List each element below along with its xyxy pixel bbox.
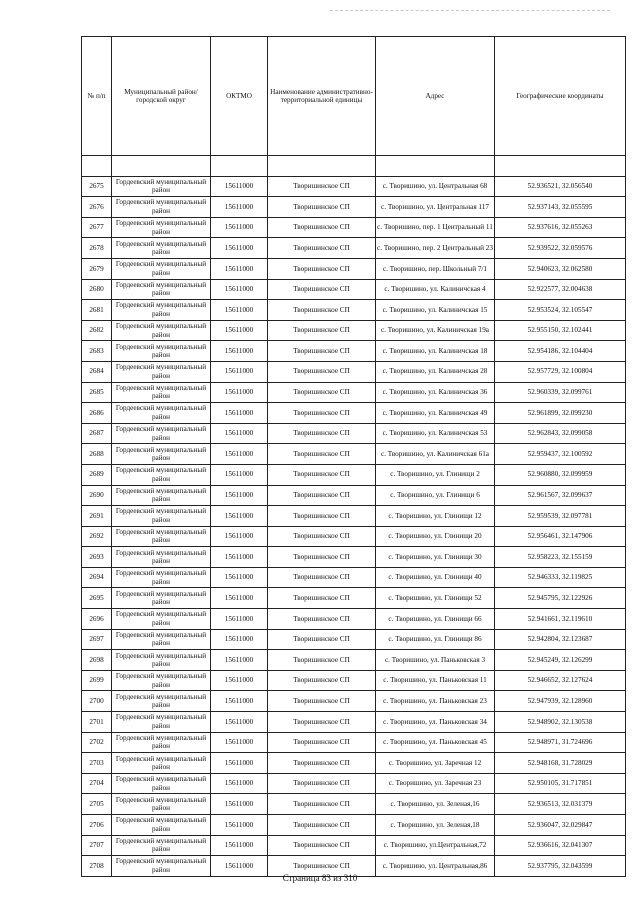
district-cell: Гордеевский муниципальный район: [112, 609, 211, 630]
coordinates-cell: 52.954186, 32.104404: [495, 341, 626, 362]
coordinates-cell: 52.945249, 32.126299: [495, 650, 626, 671]
district-cell: Гордеевский муниципальный район: [112, 217, 211, 238]
unit-cell: Творишинское СП: [268, 691, 376, 712]
district-cell: Гордеевский муниципальный район: [112, 691, 211, 712]
coordinates-cell: 52.961899, 32.099230: [495, 403, 626, 424]
table-row: [82, 485, 626, 506]
address-cell: с. Творишино, ул. Глинищи 52: [376, 588, 495, 609]
table-row: [82, 629, 626, 650]
table-row: [82, 547, 626, 568]
district-cell: Гордеевский муниципальный район: [112, 464, 211, 485]
address-cell: с. Творишино, ул. Глинищи 66: [376, 609, 495, 630]
address-cell: с. Творишино, ул. Калиничская 28: [376, 361, 495, 382]
row-number: 2676: [82, 197, 112, 218]
unit-cell: Творишинское СП: [268, 485, 376, 506]
oktmo-cell: 15611000: [211, 712, 268, 733]
header-num: № п/п: [82, 37, 112, 156]
address-cell: с. Творишино, ул. Калиничская 19а: [376, 320, 495, 341]
row-number: 2707: [82, 835, 112, 856]
unit-cell: Творишинское СП: [268, 423, 376, 444]
table-row: [82, 217, 626, 238]
address-cell: с. Творишино, ул. Заречная 23: [376, 773, 495, 794]
coordinates-cell: 52.936513, 32.031379: [495, 794, 626, 815]
unit-cell: Творишинское СП: [268, 629, 376, 650]
address-cell: с. Творишино, ул. Глинищи 12: [376, 506, 495, 527]
district-cell: Гордеевский муниципальный район: [112, 650, 211, 671]
coordinates-cell: 52.955150, 32.102441: [495, 320, 626, 341]
unit-cell: Творишинское СП: [268, 794, 376, 815]
address-cell: с. Творишино, ул. Калиничская 61а: [376, 444, 495, 465]
district-cell: Гордеевский муниципальный район: [112, 238, 211, 259]
header-gap-row: [82, 156, 626, 177]
table-row: [82, 794, 626, 815]
table-row: [82, 773, 626, 794]
row-number: 2690: [82, 485, 112, 506]
coordinates-cell: 52.960339, 32.099761: [495, 382, 626, 403]
coordinates-cell: 52.945795, 32.122926: [495, 588, 626, 609]
header-oktmo: ОКТМО: [211, 37, 268, 156]
oktmo-cell: 15611000: [211, 670, 268, 691]
coordinates-cell: 52.936616, 32.041307: [495, 835, 626, 856]
address-cell: с. Творишино, ул. Паньковская 23: [376, 691, 495, 712]
coordinates-cell: 52.958223, 32.155159: [495, 547, 626, 568]
coordinates-cell: 52.936521, 32.056540: [495, 176, 626, 197]
coordinates-cell: 52.939522, 32.059576: [495, 238, 626, 259]
oktmo-cell: 15611000: [211, 300, 268, 321]
row-number: 2692: [82, 526, 112, 547]
table-row: [82, 197, 626, 218]
oktmo-cell: 15611000: [211, 238, 268, 259]
oktmo-cell: 15611000: [211, 526, 268, 547]
oktmo-cell: 15611000: [211, 197, 268, 218]
district-cell: Гордеевский муниципальный район: [112, 506, 211, 527]
coordinates-cell: 52.941661, 32.119610: [495, 609, 626, 630]
address-cell: с. Творишино, ул. Паньковская 11: [376, 670, 495, 691]
unit-cell: Творишинское СП: [268, 670, 376, 691]
unit-cell: Творишинское СП: [268, 815, 376, 836]
unit-cell: Творишинское СП: [268, 588, 376, 609]
settlements-table: [81, 36, 626, 877]
row-number: 2685: [82, 382, 112, 403]
unit-cell: Творишинское СП: [268, 609, 376, 630]
table-row: [82, 526, 626, 547]
row-number: 2689: [82, 464, 112, 485]
district-cell: Гордеевский муниципальный район: [112, 753, 211, 774]
oktmo-cell: 15611000: [211, 609, 268, 630]
unit-cell: Творишинское СП: [268, 320, 376, 341]
table-row: [82, 423, 626, 444]
district-cell: Гордеевский муниципальный район: [112, 300, 211, 321]
coordinates-cell: 52.956461, 32.147906: [495, 526, 626, 547]
table-row: [82, 815, 626, 836]
oktmo-cell: 15611000: [211, 176, 268, 197]
district-cell: Гордеевский муниципальный район: [112, 547, 211, 568]
oktmo-cell: 15611000: [211, 279, 268, 300]
header-address: Адрес: [376, 37, 495, 156]
oktmo-cell: 15611000: [211, 815, 268, 836]
unit-cell: Творишинское СП: [268, 217, 376, 238]
table-header-row: [82, 37, 626, 156]
row-number: 2696: [82, 609, 112, 630]
row-number: 2679: [82, 258, 112, 279]
district-cell: Гордеевский муниципальный район: [112, 197, 211, 218]
row-number: 2677: [82, 217, 112, 238]
coordinates-cell: 52.962843, 32.099058: [495, 423, 626, 444]
row-number: 2704: [82, 773, 112, 794]
address-cell: с. Творишино, ул. Глинищи 86: [376, 629, 495, 650]
table-row: [82, 382, 626, 403]
unit-cell: Творишинское СП: [268, 464, 376, 485]
address-cell: с. Творишино, ул. Центральная 68: [376, 176, 495, 197]
row-number: 2701: [82, 712, 112, 733]
coordinates-cell: 52.937795, 32.043599: [495, 856, 626, 877]
row-number: 2706: [82, 815, 112, 836]
unit-cell: Творишинское СП: [268, 382, 376, 403]
table-row: [82, 403, 626, 424]
address-cell: с. Творишино, ул. Глинищи 40: [376, 567, 495, 588]
district-cell: Гордеевский муниципальный район: [112, 856, 211, 877]
oktmo-cell: 15611000: [211, 588, 268, 609]
address-cell: с. Творишино, ул. Паньковская 45: [376, 732, 495, 753]
row-number: 2695: [82, 588, 112, 609]
unit-cell: Творишинское СП: [268, 753, 376, 774]
oktmo-cell: 15611000: [211, 629, 268, 650]
oktmo-cell: 15611000: [211, 691, 268, 712]
row-number: 2691: [82, 506, 112, 527]
table-row: [82, 464, 626, 485]
coordinates-cell: 52.960880, 32.099959: [495, 464, 626, 485]
oktmo-cell: 15611000: [211, 567, 268, 588]
row-number: 2702: [82, 732, 112, 753]
address-cell: с. Творишино, ул. Центральная,86: [376, 856, 495, 877]
unit-cell: Творишинское СП: [268, 279, 376, 300]
unit-cell: Творишинское СП: [268, 732, 376, 753]
unit-cell: Творишинское СП: [268, 526, 376, 547]
unit-cell: Творишинское СП: [268, 444, 376, 465]
oktmo-cell: 15611000: [211, 444, 268, 465]
coordinates-cell: 52.940623, 32.062580: [495, 258, 626, 279]
address-cell: с. Творишино, ул. Заречная 12: [376, 753, 495, 774]
table-row: [82, 300, 626, 321]
address-cell: с. Творишино, пер. Школьный 7/1: [376, 258, 495, 279]
address-cell: с. Творишино, ул.Центральная,72: [376, 835, 495, 856]
unit-cell: Творишинское СП: [268, 506, 376, 527]
table-row: [82, 650, 626, 671]
address-cell: с. Творишино, ул. Центральная 117: [376, 197, 495, 218]
address-cell: с. Творишино, ул. Глинищи 20: [376, 526, 495, 547]
oktmo-cell: 15611000: [211, 753, 268, 774]
district-cell: Гордеевский муниципальный район: [112, 712, 211, 733]
oktmo-cell: 15611000: [211, 835, 268, 856]
table-row: [82, 691, 626, 712]
district-cell: Гордеевский муниципальный район: [112, 279, 211, 300]
oktmo-cell: 15611000: [211, 382, 268, 403]
row-number: 2688: [82, 444, 112, 465]
oktmo-cell: 15611000: [211, 773, 268, 794]
oktmo-cell: 15611000: [211, 506, 268, 527]
table-row: [82, 279, 626, 300]
table-row: [82, 258, 626, 279]
address-cell: с. Творишино, ул. Калиничская 18: [376, 341, 495, 362]
row-number: 2683: [82, 341, 112, 362]
coordinates-cell: 52.948168, 31.728029: [495, 753, 626, 774]
header-unit: Наименование административно-территориальной единицы: [268, 37, 376, 156]
unit-cell: Творишинское СП: [268, 300, 376, 321]
coordinates-cell: 52.961567, 32.099637: [495, 485, 626, 506]
row-number: 2675: [82, 176, 112, 197]
district-cell: Гордеевский муниципальный район: [112, 320, 211, 341]
row-number: 2694: [82, 567, 112, 588]
district-cell: Гордеевский муниципальный район: [112, 258, 211, 279]
row-number: 2708: [82, 856, 112, 877]
row-number: 2693: [82, 547, 112, 568]
address-cell: с. Творишино, пер. 2 Центральный 23: [376, 238, 495, 259]
table-row: [82, 320, 626, 341]
table-body: [82, 156, 626, 877]
coordinates-cell: 52.942804, 32.123687: [495, 629, 626, 650]
oktmo-cell: 15611000: [211, 856, 268, 877]
table-row: [82, 732, 626, 753]
district-cell: Гордеевский муниципальный район: [112, 341, 211, 362]
table-row: [82, 609, 626, 630]
coordinates-cell: 52.936047, 32.029847: [495, 815, 626, 836]
district-cell: Гордеевский муниципальный район: [112, 176, 211, 197]
unit-cell: Творишинское СП: [268, 341, 376, 362]
unit-cell: Творишинское СП: [268, 835, 376, 856]
row-number: 2705: [82, 794, 112, 815]
row-number: 2686: [82, 403, 112, 424]
oktmo-cell: 15611000: [211, 423, 268, 444]
oktmo-cell: 15611000: [211, 320, 268, 341]
address-cell: с. Творишино, ул. Калиничская 36: [376, 382, 495, 403]
unit-cell: Творишинское СП: [268, 361, 376, 382]
district-cell: Гордеевский муниципальный район: [112, 403, 211, 424]
table-row: [82, 835, 626, 856]
row-number: 2698: [82, 650, 112, 671]
address-cell: с. Творишино, ул. Калиничская 4: [376, 279, 495, 300]
header-district: Муниципальный район/городской округ: [112, 37, 211, 156]
table-row: [82, 238, 626, 259]
district-cell: Гордеевский муниципальный район: [112, 732, 211, 753]
coordinates-cell: 52.959437, 32.100592: [495, 444, 626, 465]
district-cell: Гордеевский муниципальный район: [112, 588, 211, 609]
address-cell: с. Творишино, ул. Глинищи 30: [376, 547, 495, 568]
coordinates-cell: 52.946333, 32.119825: [495, 567, 626, 588]
district-cell: Гордеевский муниципальный район: [112, 567, 211, 588]
page-footer: Страница 83 из 310: [282, 873, 358, 883]
row-number: 2681: [82, 300, 112, 321]
district-cell: Гордеевский муниципальный район: [112, 629, 211, 650]
unit-cell: Творишинское СП: [268, 238, 376, 259]
table-row: [82, 176, 626, 197]
coordinates-cell: 52.959539, 32.097781: [495, 506, 626, 527]
coordinates-cell: 52.948902, 32.130538: [495, 712, 626, 733]
coordinates-cell: 52.947939, 32.128960: [495, 691, 626, 712]
district-cell: Гордеевский муниципальный район: [112, 444, 211, 465]
address-cell: с. Творишино, ул. Калиничская 53: [376, 423, 495, 444]
row-number: 2678: [82, 238, 112, 259]
header-geo: Географические координаты: [495, 37, 626, 156]
unit-cell: Творишинское СП: [268, 197, 376, 218]
row-number: 2703: [82, 753, 112, 774]
oktmo-cell: 15611000: [211, 403, 268, 424]
oktmo-cell: 15611000: [211, 464, 268, 485]
coordinates-cell: 52.937143, 32.055595: [495, 197, 626, 218]
district-cell: Гордеевский муниципальный район: [112, 485, 211, 506]
table-row: [82, 753, 626, 774]
row-number: 2680: [82, 279, 112, 300]
oktmo-cell: 15611000: [211, 258, 268, 279]
unit-cell: Творишинское СП: [268, 650, 376, 671]
address-cell: с. Творишино, ул. Паньковская 34: [376, 712, 495, 733]
address-cell: с. Творишино, ул. Зеленая,16: [376, 794, 495, 815]
oktmo-cell: 15611000: [211, 732, 268, 753]
coordinates-cell: 52.957729, 32.100804: [495, 361, 626, 382]
unit-cell: Творишинское СП: [268, 773, 376, 794]
row-number: 2682: [82, 320, 112, 341]
table-row: [82, 444, 626, 465]
district-cell: Гордеевский муниципальный район: [112, 423, 211, 444]
oktmo-cell: 15611000: [211, 547, 268, 568]
unit-cell: Творишинское СП: [268, 856, 376, 877]
unit-cell: Творишинское СП: [268, 567, 376, 588]
unit-cell: Творишинское СП: [268, 712, 376, 733]
oktmo-cell: 15611000: [211, 485, 268, 506]
table-row: [82, 670, 626, 691]
address-cell: с. Творишино, ул. Калиничская 15: [376, 300, 495, 321]
unit-cell: Творишинское СП: [268, 403, 376, 424]
coordinates-cell: 52.953524, 32.105547: [495, 300, 626, 321]
unit-cell: Творишинское СП: [268, 547, 376, 568]
district-cell: Гордеевский муниципальный район: [112, 382, 211, 403]
address-cell: с. Творишино, пер. 1 Центральный 11: [376, 217, 495, 238]
district-cell: Гордеевский муниципальный район: [112, 835, 211, 856]
address-cell: с. Творишино, ул. Калиничская 49: [376, 403, 495, 424]
district-cell: Гордеевский муниципальный район: [112, 526, 211, 547]
oktmo-cell: 15611000: [211, 217, 268, 238]
table-row: [82, 712, 626, 733]
row-number: 2684: [82, 361, 112, 382]
row-number: 2697: [82, 629, 112, 650]
address-cell: с. Творишино, ул. Глинищи 6: [376, 485, 495, 506]
oktmo-cell: 15611000: [211, 341, 268, 362]
coordinates-cell: 52.950105, 31.717851: [495, 773, 626, 794]
unit-cell: Творишинское СП: [268, 258, 376, 279]
coordinates-cell: 52.948971, 31.724696: [495, 732, 626, 753]
coordinates-cell: 52.937616, 32.055263: [495, 217, 626, 238]
table-row: [82, 506, 626, 527]
top-edge-line: [330, 10, 610, 11]
row-number: 2699: [82, 670, 112, 691]
district-cell: Гордеевский муниципальный район: [112, 670, 211, 691]
address-cell: с. Творишино, ул. Глинищи 2: [376, 464, 495, 485]
coordinates-cell: 52.946652, 32.127624: [495, 670, 626, 691]
row-number: 2687: [82, 423, 112, 444]
address-cell: с. Творишино, ул. Паньковская 3: [376, 650, 495, 671]
district-cell: Гордеевский муниципальный район: [112, 794, 211, 815]
district-cell: Гордеевский муниципальный район: [112, 815, 211, 836]
oktmo-cell: 15611000: [211, 361, 268, 382]
coordinates-cell: 52.922577, 32.004638: [495, 279, 626, 300]
table-row: [82, 588, 626, 609]
district-cell: Гордеевский муниципальный район: [112, 361, 211, 382]
address-cell: с. Творишино, ул. Зеленая,18: [376, 815, 495, 836]
district-cell: Гордеевский муниципальный район: [112, 773, 211, 794]
row-number: 2700: [82, 691, 112, 712]
table-row: [82, 341, 626, 362]
unit-cell: Творишинское СП: [268, 176, 376, 197]
oktmo-cell: 15611000: [211, 794, 268, 815]
table-row: [82, 567, 626, 588]
table-row: [82, 361, 626, 382]
oktmo-cell: 15611000: [211, 650, 268, 671]
